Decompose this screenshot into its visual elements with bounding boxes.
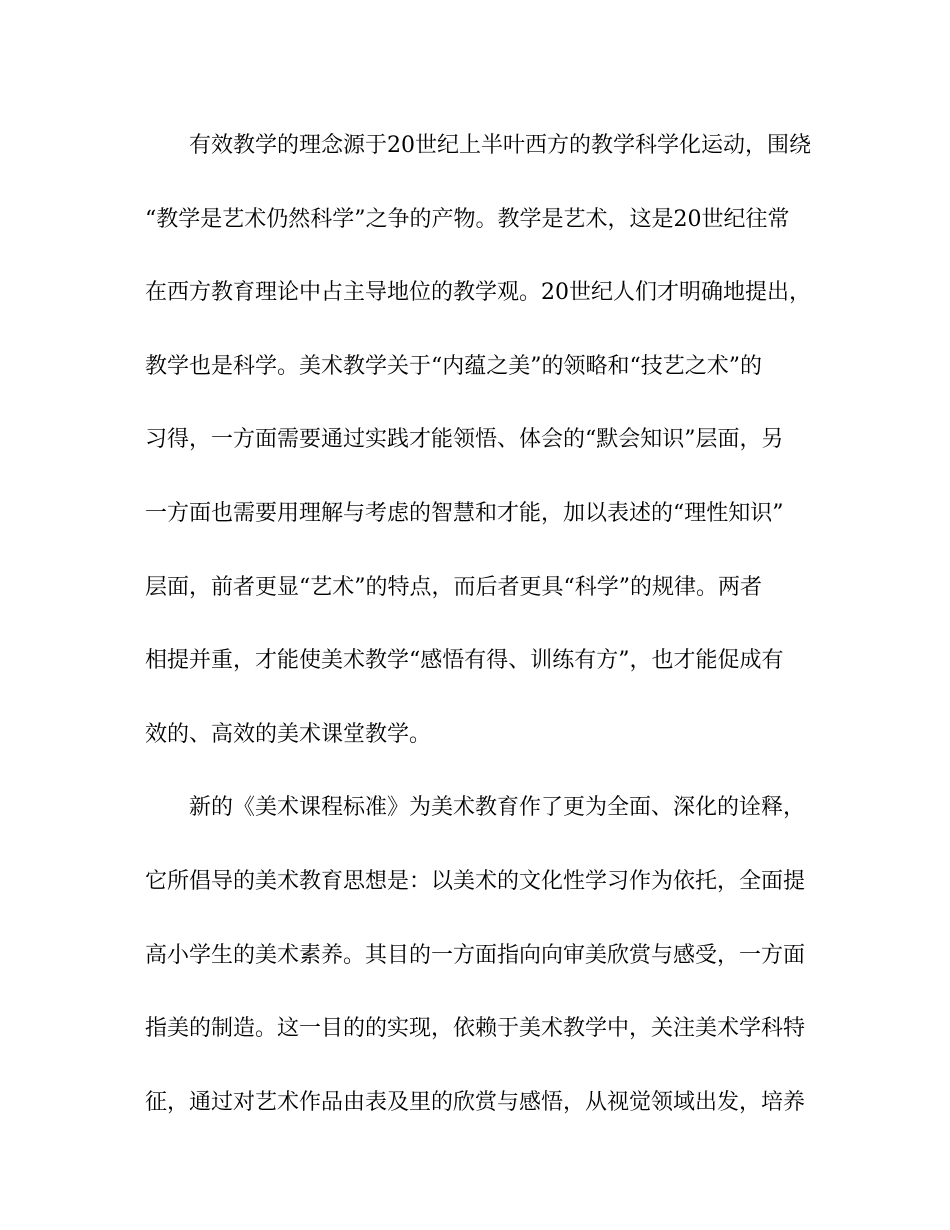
paragraph-2-line-5: 征，通过对艺术作品由表及里的欣赏与感悟，从视觉领域出发，培养	[145, 1089, 806, 1115]
paragraph-2-line-2: 它所倡导的美术教育思想是：以美术的文化性学习作为依托，全面提	[145, 868, 806, 894]
paragraph-2-line-4: 指美的制造。这一目的的实现，依赖于美术教学中，关注美术学科特	[145, 1016, 806, 1042]
paragraph-1-line-8: 相提并重，才能使美术教学“感悟有得、训练有方”，也才能促成有	[145, 648, 784, 674]
paragraph-1-line-6: 一方面也需要用理解与考虑的智慧和才能，加以表述的“理性知识”	[145, 500, 784, 526]
paragraph-2-line-3: 高小学生的美术素养。其目的一方面指向向审美欣赏与感受，一方面	[145, 942, 806, 968]
paragraph-1-line-2: “教学是艺术仍然科学”之争的产物。教学是艺术，这是20世纪往常	[145, 206, 790, 232]
paragraph-1-line-1: 有效教学的理念源于20世纪上半叶西方的教学科学化运动，围绕	[189, 133, 811, 158]
body-text	[145, 123, 811, 1153]
paragraph-2-line-1: 新的《美术课程标准》为美术教育作了更为全面、深化的诠释，	[189, 795, 806, 821]
paragraph-1-line-5: 习得，一方面需要通过实践才能领悟、体会的“默会知识”层面，另	[145, 427, 784, 453]
paragraph-1-line-4: 教学也是科学。美术教学关于“内蕴之美”的领略和“技艺之术”的	[145, 353, 762, 379]
paragraph-1-line-3: 在西方教育理论中占主导地位的教学观。20世纪人们才明确地提出，	[145, 280, 811, 306]
paragraph-1-line-9: 效的、高效的美术课堂教学。	[145, 721, 432, 747]
paragraph-1-line-7: 层面，前者更显“艺术”的特点，而后者更具“科学”的规律。两者	[145, 574, 762, 600]
